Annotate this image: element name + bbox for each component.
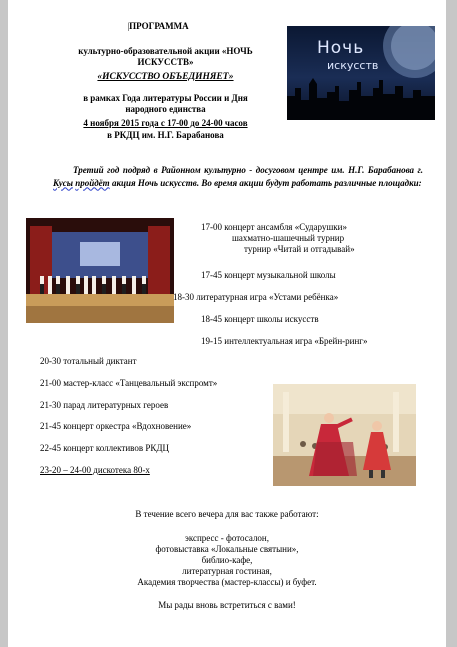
header-line-1 (48, 46, 283, 68)
schedule-item-9: 21-00 мастер-класс «Танцевальный экспромт» (40, 378, 218, 388)
document-page (8, 0, 446, 647)
schedule-item-13: 23-20 – 24-00 дискотека 80-х (40, 465, 150, 475)
slogan: «ИСКУССТВО ОБЪЕДИНЯЕТ» (97, 72, 234, 82)
dancers-photo (273, 384, 416, 486)
closing-line: Мы рады вновь встретиться с вами! (158, 600, 296, 610)
schedule-item-10: 21-30 парад литературных героев (40, 400, 169, 410)
intro-part-3: акция Ночь искусств. Во время акции будут работать различные площадки: (109, 177, 422, 188)
folk-dancers-icon (273, 384, 416, 486)
header-line-4-text: народного единства (125, 104, 206, 114)
logo-word-2: искусств (327, 59, 379, 72)
footer-service-1: экспресс - фотосалон, (184, 533, 269, 543)
header-line-1-text: культурно-образовательной акции «НОЧЬ (78, 46, 253, 56)
intro-paragraph (53, 164, 423, 189)
schedule-item-11: 21-45 концерт оркестра «Вдохновение» (40, 421, 192, 431)
footer-service-3: библио-кафе, (201, 555, 253, 565)
event-datetime: 4 ноября 2015 года с 17-00 до 24-00 часов (83, 118, 248, 128)
event-venue: в РКДЦ им. Н.Г. Барабанова (107, 130, 224, 140)
program-title-text: ПРОГРАММА (129, 21, 189, 31)
schedule-item-4: 17-45 концерт музыкальной школы (201, 270, 336, 280)
schedule-item-3: турнир «Читай и отгадывай» (244, 244, 355, 254)
intro-verb: пройдёт (75, 177, 110, 188)
schedule-item-7: 19-15 интеллектуальная игра «Брейн-ринг» (201, 336, 368, 346)
schedule-item-8: 20-30 тотальный диктант (40, 356, 137, 366)
header-line-2-text: ИСКУССТВ» (137, 57, 194, 67)
schedule-item-2: шахматно-шашечный турнир (232, 233, 345, 243)
schedule-item-1: 17-00 концерт ансамбля «Сударушки» (201, 222, 347, 232)
logo-word-1: Ночь (317, 38, 365, 58)
header-context (48, 93, 283, 115)
intro-part-1: Третий год подряд в Районном культурно - досуговом центре им. Н.Г. Барабанова г. (73, 165, 423, 175)
program-title: |ПРОГРАММА (127, 21, 189, 31)
footer-service-4: литературная гостиная, (182, 566, 272, 576)
stage-performers-icon (26, 218, 174, 323)
night-of-arts-logo (287, 26, 435, 120)
footer-service-2: фотовыставка «Локальные святыни», (155, 544, 299, 554)
schedule-item-12: 22-45 концерт коллективов РКДЦ (40, 443, 169, 453)
footer-service-5: Академия творчества (мастер-классы) и буфет. (137, 577, 317, 587)
header-line-3-text: в рамках Года литературы России и Дня (83, 93, 248, 103)
footer-intro: В течение всего вечера для вас также работают: (135, 509, 319, 519)
concert-hall-photo (26, 218, 174, 323)
schedule-item-6: 18-45 концерт школы искусств (201, 314, 319, 324)
intro-city: Кусы (53, 177, 73, 188)
footer-services (8, 533, 446, 588)
schedule-item-5: 18-30 литературная игра «Устами ребёнка» (173, 292, 339, 302)
